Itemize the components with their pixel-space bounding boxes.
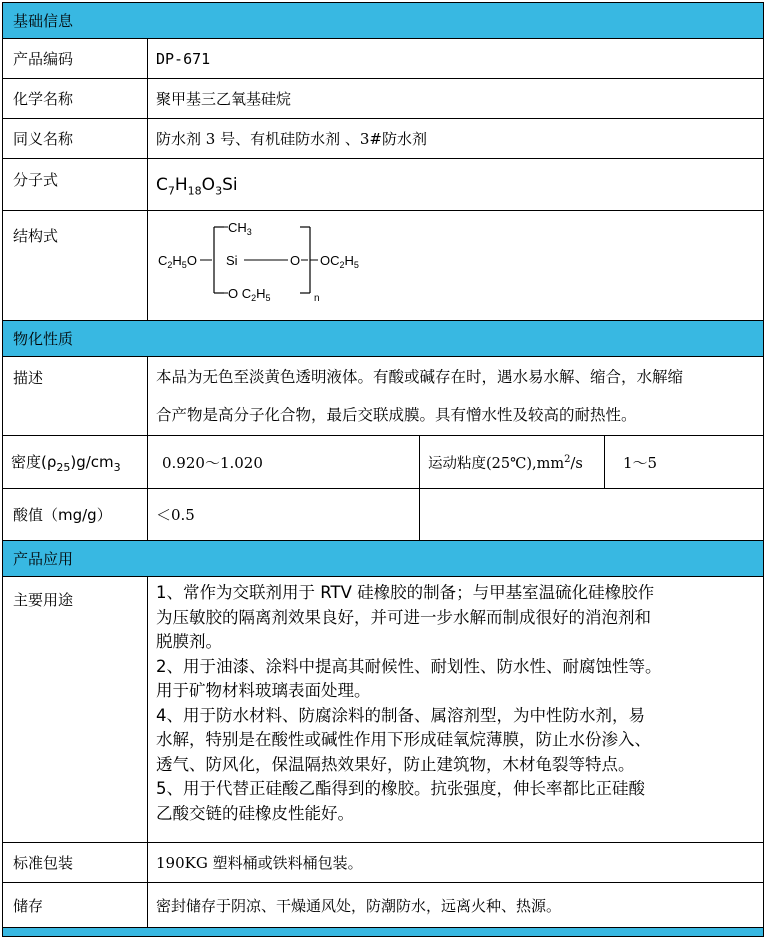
main-use-line: 水解，特别是在酸性或碱性作用下形成硅氧烷薄膜，防止水份渗入、: [156, 730, 651, 749]
density-value: 0.920～1.020: [148, 436, 420, 489]
formula-h: H: [174, 175, 188, 196]
product-spec-table: [2, 2, 764, 937]
packaging-value: 190KG 塑料桶或铁料桶包装。: [148, 843, 764, 883]
acid-value-label: 酸值（mg/g）: [3, 489, 148, 541]
top-group-label: $CH_3$: [228, 220, 252, 237]
section-header-basic: 基础信息: [3, 3, 764, 39]
formula-c: C: [156, 175, 168, 196]
left-group-label: $C_2H_5O$: [158, 253, 197, 270]
footer-bar: [3, 928, 764, 937]
description-label: 描述: [3, 357, 148, 436]
description-line-1: 本品为无色至淡黄色透明液体。有酸或碱存在时，遇水易水解、缩合，水解缩: [156, 368, 684, 386]
storage-value: 密封储存于阴凉、干燥通风处，防潮防水，远离火种、热源。: [148, 883, 764, 928]
main-use-line: 4、用于防水材料、防腐涂料的制备、属溶剂型，为中性防水剂，易: [156, 705, 645, 725]
product-code-value: DP-671: [148, 39, 764, 79]
structural-formula-diagram: [148, 211, 548, 316]
main-use-line: 脱膜剂。: [156, 632, 222, 651]
main-use-label: 主要用途: [3, 577, 148, 843]
product-code-label: 产品编码: [3, 39, 148, 79]
molecular-formula-label: 分子式: [3, 159, 148, 211]
chemical-name-label: 化学名称: [3, 79, 148, 119]
formula-si: Si: [222, 175, 238, 196]
main-use-value: [148, 577, 764, 843]
structural-formula-label: 结构式: [3, 211, 148, 321]
description-line-2: 合产物是高分子化合物，最后交联成膜。具有憎水性及较高的耐热性。: [156, 406, 637, 424]
formula-h-count: 18: [187, 184, 202, 198]
section-header-physical: 物化性质: [3, 321, 764, 357]
molecular-formula-value: [148, 159, 764, 211]
acid-value: ＜0.5: [148, 489, 420, 541]
formula-o: O: [201, 175, 216, 196]
empty-cell: [420, 489, 764, 541]
main-use-line: 1、常作为交联剂用于 RTV 硅橡胶的制备；与甲基室温硫化硅橡胶作: [156, 583, 655, 602]
main-use-line: 透气、防风化，保温隔热效果好，防止建筑物，木材龟裂等特点。: [156, 754, 635, 774]
bridge-oxygen-label: O: [290, 253, 301, 268]
repeat-unit-label: n: [314, 293, 320, 304]
main-use-line: 5、用于代替正硅酸乙酯得到的橡胶。抗张强度，伸长率都比正硅酸: [156, 779, 645, 798]
description-value: [148, 357, 764, 436]
formula-c-count: 7: [167, 184, 175, 198]
main-use-line: 为压敏胶的隔离剂效果良好，并可进一步水解而制成很好的消泡剂和: [156, 607, 651, 627]
synonym-label: 同义名称: [3, 119, 148, 159]
chemical-name-value: 聚甲基三乙氧基硅烷: [148, 79, 764, 119]
packaging-label: 标准包装: [3, 843, 148, 883]
structural-formula: [148, 211, 764, 321]
density-label: 密度$(\rho_{25})g/cm_3$: [3, 436, 148, 489]
storage-label: 储存: [3, 883, 148, 928]
main-use-line: 用于矿物材料玻璃表面处理。: [156, 681, 371, 700]
main-use-line: 2、用于油漆、涂料中提高其耐候性、耐划性、防水性、耐腐蚀性等。: [156, 656, 662, 676]
viscosity-label: 运动粘度$(25℃),mm^2/s$: [420, 436, 605, 489]
right-group-label: $OC_2H_5$: [320, 253, 359, 270]
bottom-group-label: O $C_2H_5$: [228, 286, 271, 303]
section-header-application: 产品应用: [3, 541, 764, 577]
formula-o-count: 3: [215, 184, 223, 198]
synonym-value: 防水剂 3 号、有机硅防水剂 、3#防水剂: [148, 119, 764, 159]
viscosity-value: 1～5: [605, 436, 764, 489]
main-use-line: 乙酸交链的硅橡皮性能好。: [156, 803, 354, 823]
main-use-lines: [156, 581, 763, 826]
silicon-atom-label: Si: [226, 253, 238, 268]
